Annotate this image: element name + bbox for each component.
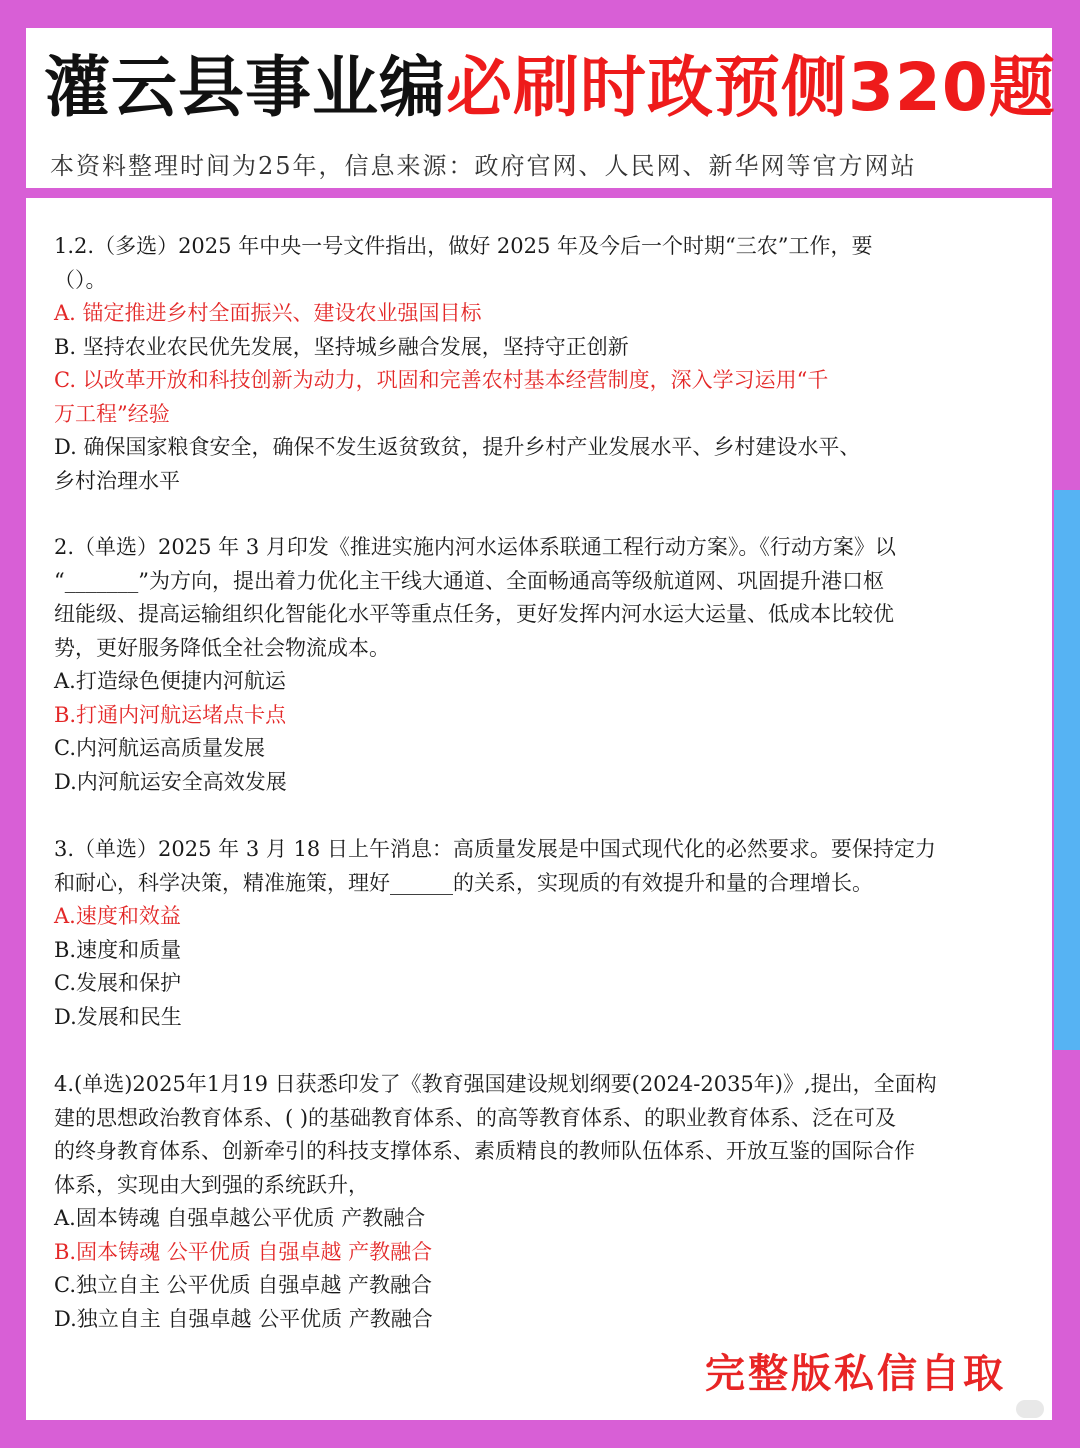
title-part-2: 必刷时政预侧320题: [446, 49, 1056, 126]
option-a: A.速度和效益: [54, 904, 181, 928]
header-card: [26, 28, 1056, 188]
option-c: C.发展和保护: [54, 971, 181, 995]
option-b: B.打通内河航运堵点卡点: [54, 702, 287, 727]
watermark-badge: [1016, 1400, 1044, 1418]
question-stem: 4.(单选)2025年1月19 日获悉印发了《教育强国建设规划纲要(2024-2035年)》,提出，全面构 建的思想政治教育体系、( )的基础教育体系、的高等教育体系、的职业教育体系、泛在可及 的终身教育体系、创新牵引的科技支撑体系、素质精良的教师队伍体系、开放互鉴的国际合作 体系，实现由大到强的系统跃升，: [54, 1072, 937, 1197]
option-c: C. 以改革开放和科技创新为动力，巩固和完善农村基本经营制度，深入学习运用“千 万工程”经验: [54, 368, 829, 426]
option-c: C.独立自主 公平优质 自强卓越 产教融合: [54, 1273, 433, 1297]
question-4: [54, 1068, 1014, 1336]
question-3: [54, 833, 1014, 1034]
question-stem: 3.（单选）2025 年 3 月 18 日上午消息：高质量发展是中国式现代化的必然要求。要保持定力 和耐心，科学决策，精准施策，理好______的关系，实现质的有效提升和量的合理增长。: [54, 837, 936, 895]
title-part-1: 灌云县事业编: [44, 49, 446, 126]
option-b: B.固本铸魂 公平优质 自强卓越 产教融合: [54, 1239, 433, 1264]
option-d: D.独立自主 自强卓越 公平优质 产教融合: [54, 1306, 433, 1331]
option-d: D. 确保国家粮食安全，确保不发生返贫致贫，提升乡村产业发展水平、乡村建设水平、 乡村治理水平: [54, 435, 861, 493]
question-1: [54, 230, 1014, 498]
footer-call-to-action: 完整版私信自取: [705, 1351, 1006, 1397]
question-card: [26, 198, 1052, 1420]
source-note: 本资料整理时间为25年，信息来源：政府官网、人民网、新华网等官方网站: [50, 152, 917, 180]
option-b: B. 坚持农业农民优先发展，坚持城乡融合发展，坚持守正创新: [54, 334, 629, 359]
option-d: D.发展和民生: [54, 1004, 182, 1029]
option-a: A. 锚定推进乡村全面振兴、建设农业强国目标: [54, 301, 482, 325]
question-stem: 2.（单选）2025 年 3 月印发《推进实施内河水运体系联通工程行动方案》。《行动方案》以 “_______”为方向，提出着力优化主干线大通道、全面畅通高等级航道网、巩固提升港口枢 纽能级、提高运输组织化智能化水平等重点任务，更好发挥内河水运大运量、低成本比较优 势，更好服务降低全社会物流成本。: [54, 535, 896, 660]
option-c: C.内河航运高质量发展: [54, 736, 265, 760]
question-2: [54, 531, 1014, 799]
side-accent-stripe: [1054, 490, 1080, 1050]
question-stem: 1.2.（多选）2025 年中央一号文件指出，做好 2025 年及今后一个时期“三农”工作，要 （）。: [54, 234, 873, 292]
option-d: D.内河航运安全高效发展: [54, 769, 287, 794]
option-b: B.速度和质量: [54, 937, 182, 962]
option-a: A.打造绿色便捷内河航运: [54, 669, 286, 693]
option-a: A.固本铸魂 自强卓越公平优质 产教融合: [54, 1206, 426, 1230]
page-title: [44, 46, 1056, 130]
